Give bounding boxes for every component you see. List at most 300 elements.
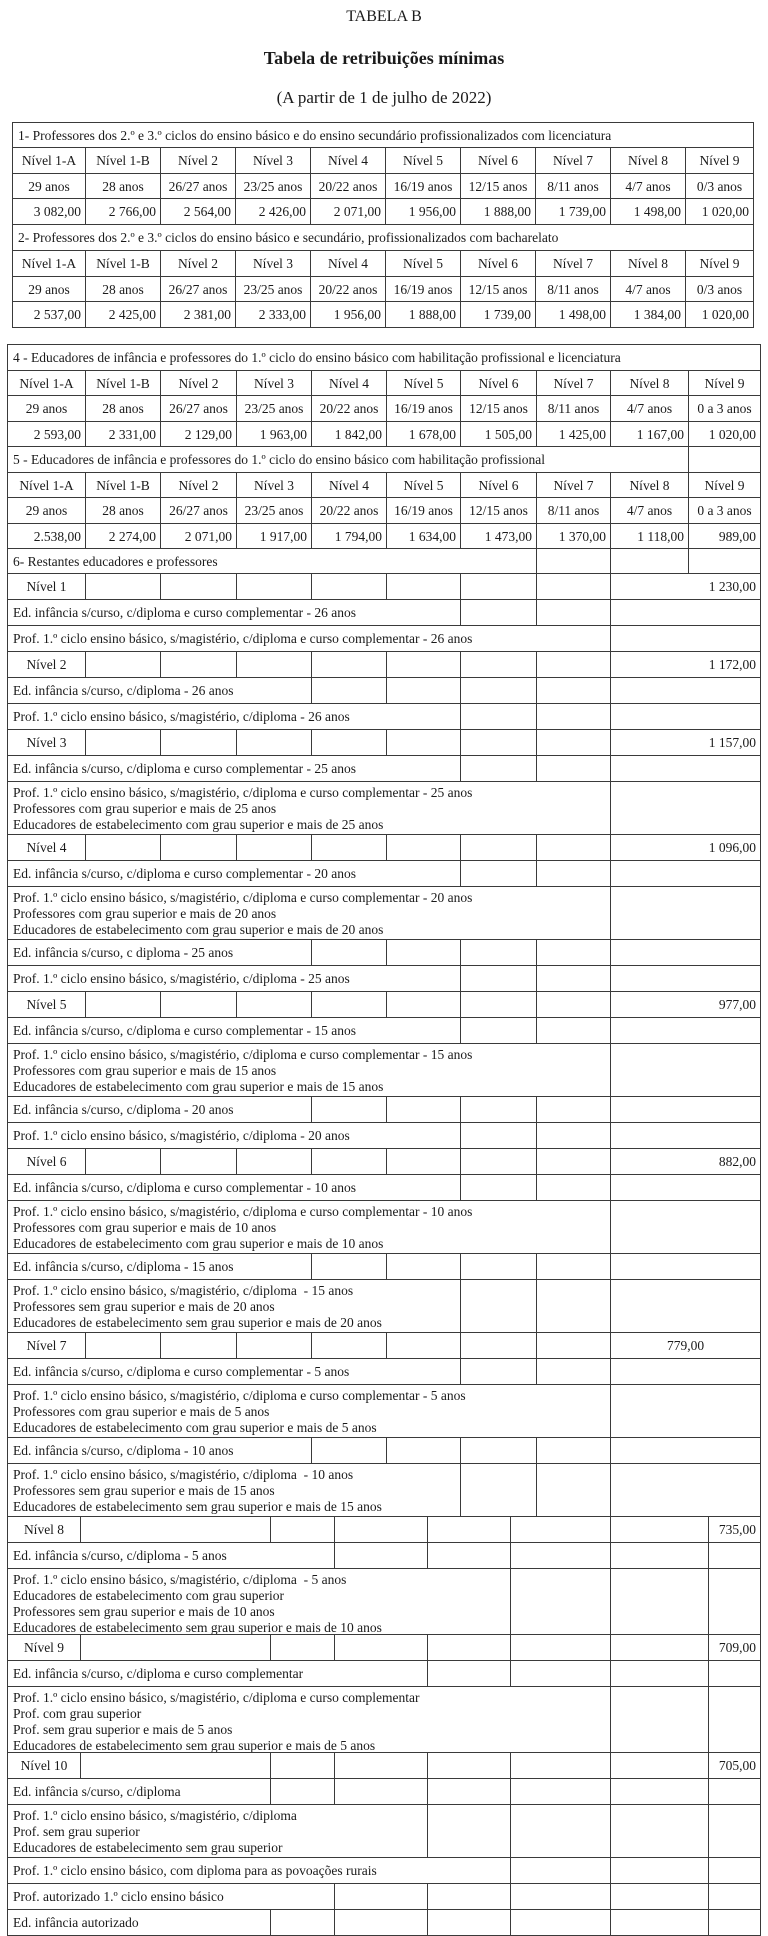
- category-description: Ed. infância s/curso, c/diploma e curso complementar - 10 anos: [7, 1174, 461, 1201]
- empty-cell: [610, 1253, 761, 1280]
- level-header: Nível 4: [311, 370, 387, 396]
- empty-cell: [536, 1017, 611, 1044]
- years-cell: 20/22 anos: [311, 497, 387, 524]
- empty-cell: [460, 965, 537, 992]
- cell-text-line: Professores com grau superior e mais de 25 anos: [13, 801, 277, 816]
- level-header: Nível 2: [160, 147, 236, 174]
- years-cell: 26/27 anos: [160, 497, 237, 524]
- empty-cell: [610, 860, 761, 887]
- empty-cell: [610, 1516, 709, 1543]
- level-header: Nível 7: [536, 370, 611, 396]
- empty-cell: [460, 573, 537, 600]
- level-header: Nível 1-A: [7, 472, 86, 498]
- salary-value: 1 917,00: [236, 523, 312, 549]
- empty-cell: [610, 1043, 761, 1097]
- years-cell: 26/27 anos: [160, 276, 236, 302]
- section-title: 1- Professores dos 2.º e 3.º ciclos do ensino básico e do ensino secundário profissionalizados com licenciatura: [12, 122, 754, 148]
- empty-cell: [85, 834, 161, 861]
- salary-value: 1 634,00: [386, 523, 461, 549]
- category-description: [7, 1804, 428, 1858]
- empty-cell: [386, 1332, 461, 1359]
- category-description: Ed. infância s/curso, c/diploma - 5 anos: [7, 1542, 335, 1569]
- page-title: Tabela de retribuições mínimas: [263, 48, 505, 68]
- salary-value: 2 274,00: [85, 523, 161, 549]
- cell-text-line: Prof. 1.º ciclo ensino básico, s/magistério, c/diploma e curso complementar - 25 anos: [13, 785, 473, 800]
- cell-text-line: Prof. com grau superior: [13, 1706, 142, 1721]
- level-salary-value: 1 172,00: [610, 651, 761, 678]
- empty-cell: [610, 599, 761, 626]
- empty-cell: [536, 599, 611, 626]
- salary-value: 1 498,00: [535, 301, 611, 328]
- empty-cell: [536, 1437, 611, 1464]
- cell-text-line: Professores com grau superior e mais de 5 anos: [13, 1404, 270, 1419]
- years-cell: 20/22 anos: [311, 395, 387, 422]
- years-cell: 4/7 anos: [610, 173, 686, 199]
- category-description: Ed. infância s/curso, c/diploma - 15 anos: [7, 1253, 312, 1280]
- empty-cell: [386, 573, 461, 600]
- years-cell: 4/7 anos: [610, 395, 689, 422]
- empty-cell: [610, 1778, 709, 1805]
- empty-cell: [386, 1096, 461, 1123]
- salary-value: 1 384,00: [610, 301, 686, 328]
- empty-cell: [610, 1660, 709, 1687]
- empty-cell: [688, 446, 761, 473]
- empty-cell: [536, 1253, 611, 1280]
- empty-cell: [460, 755, 537, 782]
- level-header: Nível 1-B: [85, 472, 161, 498]
- empty-cell: [236, 1332, 312, 1359]
- empty-cell: [536, 1358, 611, 1385]
- years-cell: 29 anos: [7, 395, 86, 422]
- category-description: [7, 1463, 461, 1517]
- empty-cell: [270, 1909, 335, 1936]
- empty-cell: [610, 1909, 709, 1936]
- empty-cell: [536, 1332, 611, 1359]
- empty-cell: [536, 755, 611, 782]
- years-cell: 29 anos: [12, 173, 86, 199]
- salary-value: 2.538,00: [7, 523, 86, 549]
- empty-cell: [536, 1279, 611, 1333]
- empty-cell: [80, 1634, 271, 1661]
- level-header: Nível 8: [610, 147, 686, 174]
- years-cell: 20/22 anos: [310, 173, 386, 199]
- level-header: Nível 7: [535, 147, 611, 174]
- empty-cell: [236, 1148, 312, 1175]
- cell-text-line: Prof. 1.º ciclo ensino básico, s/magistério, c/diploma: [13, 1808, 297, 1823]
- empty-cell: [536, 651, 611, 678]
- cell-text-line: Prof. 1.º ciclo ensino básico, s/magistério, c/diploma e curso complementar: [13, 1690, 420, 1705]
- empty-cell: [311, 939, 387, 966]
- salary-value: 1 020,00: [685, 301, 754, 328]
- years-cell: 16/19 anos: [385, 173, 461, 199]
- salary-value: 1 020,00: [688, 421, 761, 447]
- empty-cell: [708, 1542, 761, 1569]
- empty-cell: [610, 1200, 761, 1254]
- level-header: Nível 2: [160, 472, 237, 498]
- level-label: Nível 9: [7, 1634, 81, 1661]
- cell-text-line: Prof. 1.º ciclo ensino básico, s/magistério, c/diploma - 15 anos: [13, 1283, 354, 1298]
- empty-cell: [236, 991, 312, 1018]
- salary-value: 1 118,00: [610, 523, 689, 549]
- level-label: Nível 1: [7, 573, 86, 600]
- empty-cell: [460, 1358, 537, 1385]
- empty-cell: [427, 1634, 511, 1661]
- years-cell: 23/25 anos: [236, 497, 312, 524]
- empty-cell: [610, 1686, 709, 1753]
- category-description: Prof. 1.º ciclo ensino básico, s/magistério, c/diploma - 26 anos: [7, 703, 461, 730]
- salary-value: 1 167,00: [610, 421, 689, 447]
- salary-value: 2 129,00: [160, 421, 237, 447]
- level-header: Nível 2: [160, 370, 237, 396]
- empty-cell: [85, 729, 161, 756]
- category-description: [7, 1043, 611, 1097]
- salary-value: 1 842,00: [311, 421, 387, 447]
- salary-value: 2 425,00: [85, 301, 161, 328]
- empty-cell: [610, 1634, 709, 1661]
- empty-cell: [386, 729, 461, 756]
- salary-value: 2 426,00: [235, 198, 311, 225]
- salary-value: 2 593,00: [7, 421, 86, 447]
- empty-cell: [510, 1516, 611, 1543]
- level-salary-value: 1 157,00: [610, 729, 761, 756]
- empty-cell: [536, 1096, 611, 1123]
- level-header: Nível 1-B: [85, 147, 161, 174]
- empty-cell: [536, 939, 611, 966]
- level-salary-value: 709,00: [708, 1634, 761, 1661]
- level-salary-value: 735,00: [708, 1516, 761, 1543]
- empty-cell: [536, 965, 611, 992]
- level-salary-value: 779,00: [610, 1332, 761, 1359]
- category-description: Ed. infância autorizado: [7, 1909, 271, 1936]
- cell-text-line: Educadores de estabelecimento sem grau superior e mais de 5 anos: [13, 1738, 376, 1753]
- empty-cell: [311, 677, 387, 704]
- empty-cell: [311, 651, 387, 678]
- empty-cell: [460, 1463, 537, 1517]
- salary-value: 3 082,00: [12, 198, 86, 225]
- level-salary-value: 882,00: [610, 1148, 761, 1175]
- salary-value: 1 956,00: [385, 198, 461, 225]
- empty-cell: [270, 1634, 335, 1661]
- empty-cell: [460, 1437, 537, 1464]
- empty-cell: [460, 1174, 537, 1201]
- section-title: 5 - Educadores de infância e professores do 1.º ciclo do ensino básico com habilitação profissional: [7, 446, 689, 473]
- category-description: Prof. 1.º ciclo ensino básico, s/magistério, c/diploma - 20 anos: [7, 1122, 461, 1149]
- years-cell: 16/19 anos: [385, 276, 461, 302]
- years-cell: 4/7 anos: [610, 497, 689, 524]
- years-cell: 0/3 anos: [685, 276, 754, 302]
- empty-cell: [386, 991, 461, 1018]
- salary-value: 2 564,00: [160, 198, 236, 225]
- cell-text-line: Prof. 1.º ciclo ensino básico, s/magistério, c/diploma e curso complementar - 10 anos: [13, 1204, 473, 1219]
- empty-cell: [236, 729, 312, 756]
- cell-text-line: Prof. 1.º ciclo ensino básico, s/magistério, c/diploma - 5 anos: [13, 1572, 347, 1587]
- category-description: Prof. 1.º ciclo ensino básico, s/magistério, c/diploma - 25 anos: [7, 965, 461, 992]
- empty-cell: [160, 834, 237, 861]
- salary-value: 1 020,00: [685, 198, 754, 225]
- cell-text-line: Prof. 1.º ciclo ensino básico, s/magistério, c/diploma e curso complementar - 15 anos: [13, 1047, 473, 1062]
- empty-cell: [311, 729, 387, 756]
- cell-text-line: Professores sem grau superior e mais de 10 anos: [13, 1604, 275, 1619]
- page-subtitle: (A partir de 1 de julho de 2022): [276, 88, 492, 107]
- empty-cell: [334, 1634, 428, 1661]
- empty-cell: [427, 1542, 511, 1569]
- empty-cell: [536, 548, 611, 574]
- empty-cell: [688, 548, 761, 574]
- empty-cell: [460, 939, 537, 966]
- level-header: Nível 6: [460, 250, 536, 277]
- level-header: Nível 1-A: [12, 250, 86, 277]
- empty-cell: [610, 886, 761, 940]
- empty-cell: [311, 1148, 387, 1175]
- years-cell: 12/15 anos: [460, 173, 536, 199]
- empty-cell: [510, 1778, 611, 1805]
- empty-cell: [427, 1909, 511, 1936]
- level-label: Nível 7: [7, 1332, 86, 1359]
- salary-value: 1 505,00: [460, 421, 537, 447]
- empty-cell: [85, 1148, 161, 1175]
- level-header: Nível 6: [460, 472, 537, 498]
- years-cell: 16/19 anos: [386, 395, 461, 422]
- cell-text-line: Educadores de estabelecimento sem grau superior: [13, 1840, 283, 1855]
- years-cell: 4/7 anos: [610, 276, 686, 302]
- empty-cell: [311, 1332, 387, 1359]
- empty-cell: [610, 1122, 761, 1149]
- empty-cell: [270, 1752, 335, 1779]
- empty-cell: [311, 1253, 387, 1280]
- years-cell: 8/11 anos: [536, 497, 611, 524]
- empty-cell: [536, 1174, 611, 1201]
- empty-cell: [536, 1463, 611, 1517]
- empty-cell: [311, 1437, 387, 1464]
- empty-cell: [270, 1516, 335, 1543]
- cell-text-line: Prof. 1.º ciclo ensino básico, s/magistério, c/diploma - 10 anos: [13, 1467, 354, 1482]
- empty-cell: [610, 625, 761, 652]
- cell-text-line: Prof. sem grau superior e mais de 5 anos: [13, 1722, 233, 1737]
- salary-value: 2 766,00: [85, 198, 161, 225]
- section-title: 2- Professores dos 2.º e 3.º ciclos do ensino básico e secundário, profissionalizados com bacharelato: [12, 224, 754, 251]
- salary-value: 1 425,00: [536, 421, 611, 447]
- category-description: Ed. infância s/curso, c/diploma - 10 anos: [7, 1437, 312, 1464]
- years-cell: 0 a 3 anos: [688, 497, 761, 524]
- salary-value: 1 678,00: [386, 421, 461, 447]
- empty-cell: [460, 703, 537, 730]
- empty-cell: [460, 834, 537, 861]
- cell-text-line: Educadores de estabelecimento com grau superior e mais de 25 anos: [13, 817, 384, 832]
- cell-text-line: Educadores de estabelecimento sem grau superior e mais de 10 anos: [13, 1620, 382, 1635]
- empty-cell: [427, 1804, 511, 1858]
- empty-cell: [427, 1778, 511, 1805]
- empty-cell: [334, 1778, 428, 1805]
- empty-cell: [610, 1542, 709, 1569]
- category-description: [7, 781, 611, 835]
- category-description: [7, 1686, 611, 1753]
- empty-cell: [610, 1384, 761, 1438]
- empty-cell: [510, 1857, 611, 1884]
- empty-cell: [427, 1752, 511, 1779]
- empty-cell: [460, 599, 537, 626]
- empty-cell: [460, 1332, 537, 1359]
- level-header: Nível 5: [386, 370, 461, 396]
- empty-cell: [386, 834, 461, 861]
- empty-cell: [460, 1017, 537, 1044]
- empty-cell: [334, 1909, 428, 1936]
- empty-cell: [236, 573, 312, 600]
- level-header: Nível 9: [685, 250, 754, 277]
- empty-cell: [610, 1358, 761, 1385]
- level-salary-value: 1 096,00: [610, 834, 761, 861]
- years-cell: 29 anos: [7, 497, 86, 524]
- years-cell: 0 a 3 anos: [688, 395, 761, 422]
- years-cell: 12/15 anos: [460, 497, 537, 524]
- empty-cell: [610, 703, 761, 730]
- empty-cell: [311, 991, 387, 1018]
- level-header: Nível 2: [160, 250, 236, 277]
- empty-cell: [708, 1883, 761, 1910]
- empty-cell: [510, 1883, 611, 1910]
- years-cell: 28 anos: [85, 497, 161, 524]
- level-header: Nível 4: [311, 472, 387, 498]
- level-header: Nível 9: [688, 472, 761, 498]
- years-cell: 8/11 anos: [536, 395, 611, 422]
- years-cell: 28 anos: [85, 395, 161, 422]
- category-description: [7, 1279, 461, 1333]
- cell-text-line: Professores com grau superior e mais de 20 anos: [13, 906, 277, 921]
- level-header: Nível 5: [386, 472, 461, 498]
- empty-cell: [708, 1568, 761, 1635]
- empty-cell: [311, 834, 387, 861]
- category-description: [7, 1384, 611, 1438]
- cell-text-line: Prof. 1.º ciclo ensino básico, s/magistério, c/diploma e curso complementar - 5 anos: [13, 1388, 466, 1403]
- category-description: Ed. infância s/curso, c diploma - 25 anos: [7, 939, 312, 966]
- empty-cell: [610, 755, 761, 782]
- salary-value: 1 888,00: [385, 301, 461, 328]
- empty-cell: [536, 991, 611, 1018]
- empty-cell: [536, 1148, 611, 1175]
- cell-text-line: Educadores de estabelecimento com grau superior e mais de 10 anos: [13, 1236, 384, 1251]
- category-description: Ed. infância s/curso, c/diploma: [7, 1778, 271, 1805]
- cell-text-line: Professores com grau superior e mais de 10 anos: [13, 1220, 277, 1235]
- empty-cell: [460, 1096, 537, 1123]
- cell-text-line: Educadores de estabelecimento sem grau superior e mais de 15 anos: [13, 1499, 382, 1514]
- category-description: [7, 1568, 511, 1635]
- salary-value: 1 370,00: [536, 523, 611, 549]
- empty-cell: [386, 1148, 461, 1175]
- level-header: Nível 3: [236, 472, 312, 498]
- empty-cell: [270, 1778, 335, 1805]
- empty-cell: [460, 677, 537, 704]
- cell-text-line: Educadores de estabelecimento com grau superior e mais de 5 anos: [13, 1420, 377, 1435]
- empty-cell: [460, 860, 537, 887]
- empty-cell: [536, 703, 611, 730]
- empty-cell: [536, 1122, 611, 1149]
- cell-text-line: Prof. 1.º ciclo ensino básico, s/magistério, c/diploma e curso complementar - 20 anos: [13, 890, 473, 905]
- empty-cell: [85, 991, 161, 1018]
- category-description: Ed. infância s/curso, c/diploma e curso complementar - 26 anos: [7, 599, 461, 626]
- empty-cell: [610, 1857, 709, 1884]
- empty-cell: [610, 1883, 709, 1910]
- empty-cell: [708, 1804, 761, 1858]
- empty-cell: [708, 1686, 761, 1753]
- empty-cell: [610, 965, 761, 992]
- empty-cell: [610, 1463, 761, 1517]
- level-label: Nível 2: [7, 651, 86, 678]
- level-header: Nível 9: [685, 147, 754, 174]
- cell-text-line: Educadores de estabelecimento com grau superior: [13, 1588, 285, 1603]
- empty-cell: [460, 651, 537, 678]
- empty-cell: [160, 729, 237, 756]
- empty-cell: [386, 1437, 461, 1464]
- empty-cell: [610, 1096, 761, 1123]
- years-cell: 16/19 anos: [386, 497, 461, 524]
- empty-cell: [85, 1332, 161, 1359]
- salary-value: 1 794,00: [311, 523, 387, 549]
- salary-value: 1 498,00: [610, 198, 686, 225]
- empty-cell: [80, 1516, 271, 1543]
- empty-cell: [334, 1516, 428, 1543]
- category-description: Prof. 1.º ciclo ensino básico, com diploma para as povoações rurais: [7, 1857, 511, 1884]
- level-header: Nível 4: [310, 250, 386, 277]
- empty-cell: [536, 860, 611, 887]
- category-description: Ed. infância s/curso, c/diploma e curso complementar - 5 anos: [7, 1358, 461, 1385]
- empty-cell: [510, 1804, 611, 1858]
- salary-value: 1 473,00: [460, 523, 537, 549]
- empty-cell: [460, 1253, 537, 1280]
- empty-cell: [708, 1778, 761, 1805]
- empty-cell: [536, 573, 611, 600]
- category-description: Ed. infância s/curso, c/diploma e curso complementar - 20 anos: [7, 860, 461, 887]
- empty-cell: [427, 1660, 511, 1687]
- empty-cell: [386, 939, 461, 966]
- years-cell: 23/25 anos: [235, 173, 311, 199]
- category-description: Prof. 1.º ciclo ensino básico, s/magistério, c/diploma e curso complementar - 26 anos: [7, 625, 611, 652]
- table-label: TABELA B: [346, 8, 422, 25]
- level-label: Nível 6: [7, 1148, 86, 1175]
- years-cell: 28 anos: [85, 276, 161, 302]
- empty-cell: [536, 677, 611, 704]
- empty-cell: [80, 1752, 271, 1779]
- level-label: Nível 8: [7, 1516, 81, 1543]
- years-cell: 20/22 anos: [310, 276, 386, 302]
- cell-text-line: Educadores de estabelecimento com grau superior e mais de 15 anos: [13, 1079, 384, 1094]
- level-header: Nível 5: [385, 250, 461, 277]
- empty-cell: [427, 1516, 511, 1543]
- empty-cell: [460, 1148, 537, 1175]
- category-description: Ed. infância s/curso, c/diploma - 20 anos: [7, 1096, 312, 1123]
- empty-cell: [510, 1568, 611, 1635]
- category-description: Ed. infância s/curso, c/diploma e curso complementar - 25 anos: [7, 755, 461, 782]
- empty-cell: [334, 1752, 428, 1779]
- empty-cell: [510, 1542, 611, 1569]
- empty-cell: [160, 1148, 237, 1175]
- empty-cell: [708, 1857, 761, 1884]
- level-header: Nível 3: [236, 370, 312, 396]
- empty-cell: [160, 651, 237, 678]
- empty-cell: [610, 1017, 761, 1044]
- salary-value: 2 071,00: [160, 523, 237, 549]
- years-cell: 12/15 anos: [460, 395, 537, 422]
- category-description: Prof. autorizado 1.º ciclo ensino básico: [7, 1883, 335, 1910]
- empty-cell: [386, 677, 461, 704]
- category-description: Ed. infância s/curso, c/diploma - 26 anos: [7, 677, 312, 704]
- level-label: Nível 3: [7, 729, 86, 756]
- level-label: Nível 4: [7, 834, 86, 861]
- empty-cell: [510, 1752, 611, 1779]
- years-cell: 23/25 anos: [235, 276, 311, 302]
- cell-text-line: Professores sem grau superior e mais de 20 anos: [13, 1299, 275, 1314]
- level-header: Nível 6: [460, 147, 536, 174]
- empty-cell: [610, 1279, 761, 1333]
- empty-cell: [536, 729, 611, 756]
